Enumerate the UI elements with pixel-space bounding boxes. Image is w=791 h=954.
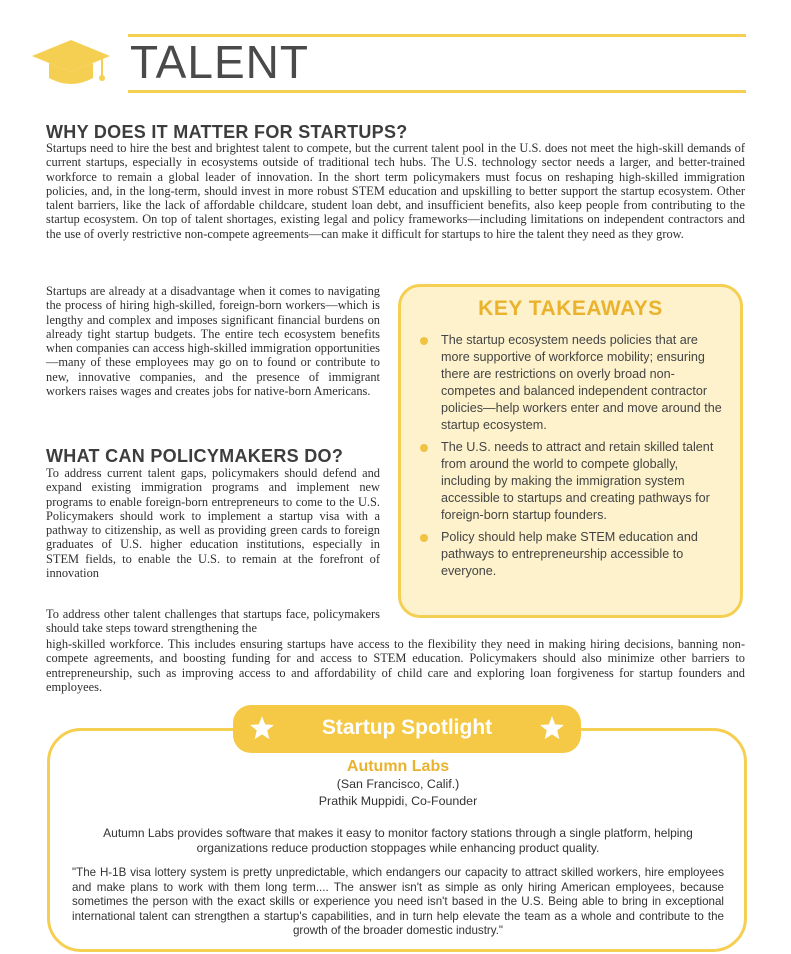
policy-paragraph-2-end: high-skilled workforce. This includes ensuring startups have access to the flexibility they need in making hiring decisions, banning non-compete agreements, and boosting funding for and access to STEM education. Policymakers should also minimize other barriers to entrepreneurship, such as improving access to and affordability of child care and exploring loan forgiveness for startup founders and employees. [46, 637, 745, 694]
spotlight-title: Startup Spotlight [321, 716, 493, 739]
why-heading: WHY DOES IT MATTER FOR STARTUPS? [46, 122, 408, 142]
key-takeaways-box [398, 284, 743, 618]
policy-heading: WHAT CAN POLICYMAKERS DO? [46, 446, 344, 466]
page-title: TALENT [130, 36, 309, 88]
spotlight-quote: "The H-1B visa lottery system is pretty unpredictable, which endangers our capacity to attract skilled workers, hire employees and make plans to work with them long term.... The answer isn't as simple as only hiring American employees, because sometimes the person with the exact skills or experience you need isn't based in the U.S. Being able to bring in exceptional international talent can strengthen a startup's capabilities, and in turn help elevate the team as a whole and contribute to the growth of the broader domestic industry." [72, 866, 724, 938]
spotlight-description: Autumn Labs provides software that makes it easy to monitor factory stations through a single platform, helping organizations reduce production stoppages while enhancing product quality. [103, 826, 693, 855]
key-takeaways-list [415, 332, 725, 585]
graduation-cap-icon [32, 38, 110, 88]
bullet-icon [420, 444, 428, 452]
list-item [415, 529, 725, 580]
policy-paragraph-2-start: To address other talent challenges that startups face, policymakers should take steps toward strengthening the [46, 607, 380, 636]
policy-paragraph: To address current talent gaps, policymakers should defend and expand existing immigration programs and implement new programs to enable foreign-born entrepreneurs to come to the U.S. Policymakers should work to implement a startup visa with a pathway to citizenship, as well as providing green cards to foreign graduates of U.S. higher education institutions, especially in STEM fields, to enable the U.S. to remain at the forefront of innovation [46, 466, 380, 581]
star-icon [539, 715, 565, 741]
spotlight-company: Autumn Labs [346, 758, 450, 775]
why-paragraph: Startups need to hire the best and brightest talent to compete, but the current talent pool in the U.S. does not meet the high-skill demands of current startups, especially in ecosystems outside of traditional tech hubs. The U.S. technology sector needs a larger, and better-trained workforce to remain a global leader of innovation. In the short term policymakers must focus on reshaping high-skilled immigration policies, and, in the long-term, should invest in more robust STEM education and upskilling to better support the startup ecosystem. Other talent barriers, like the lack of affordable childcare, student loan debt, and insufficient benefits, also keep people from contributing to the startup ecosystem. On top of talent shortages, existing legal and policy frameworks—including limitations on independent contractors and the use of overly restrictive non-compete agreements—can make it difficult for startups to hire the talent they need as they grow. [46, 141, 745, 241]
list-item [415, 332, 725, 434]
bullet-icon [420, 337, 428, 345]
takeaway-text: The startup ecosystem needs policies that are more supportive of workforce mobility; ensuring there are restrictions on overly broad non-competes and balanced independent contractor policies—help workers enter and move around the startup ecosystem. [441, 333, 722, 432]
takeaway-text: The U.S. needs to attract and retain skilled talent from around the world to compete globally, including by making the immigration system accessible to startups and creating pathways for foreign-born startup founders. [441, 440, 714, 522]
takeaway-text: Policy should help make STEM education and pathways to entrepreneurship accessible to everyone. [441, 530, 698, 578]
header-bottom-rule [128, 90, 746, 93]
spotlight-person: Prathik Muppidi, Co-Founder [318, 794, 478, 808]
list-item [415, 439, 725, 524]
why-paragraph-2: Startups are already at a disadvantage when it comes to navigating the process of hiring high-skilled, foreign-born workers—which is lengthy and complex and imposes significant financial burdens on already tight startup budgets. The entire tech ecosystem benefits when companies can access high-skilled immigration opportunities—many of these employees may go on to found or contribute to new, innovative companies, and the presence of immigrant workers raises wages and creates jobs for native-born Americans. [46, 284, 380, 399]
startup-spotlight-banner [233, 705, 581, 753]
bullet-icon [420, 534, 428, 542]
spotlight-location: (San Francisco, Calif.) [336, 777, 460, 791]
key-takeaways-title: KEY TAKEAWAYS [478, 297, 663, 320]
